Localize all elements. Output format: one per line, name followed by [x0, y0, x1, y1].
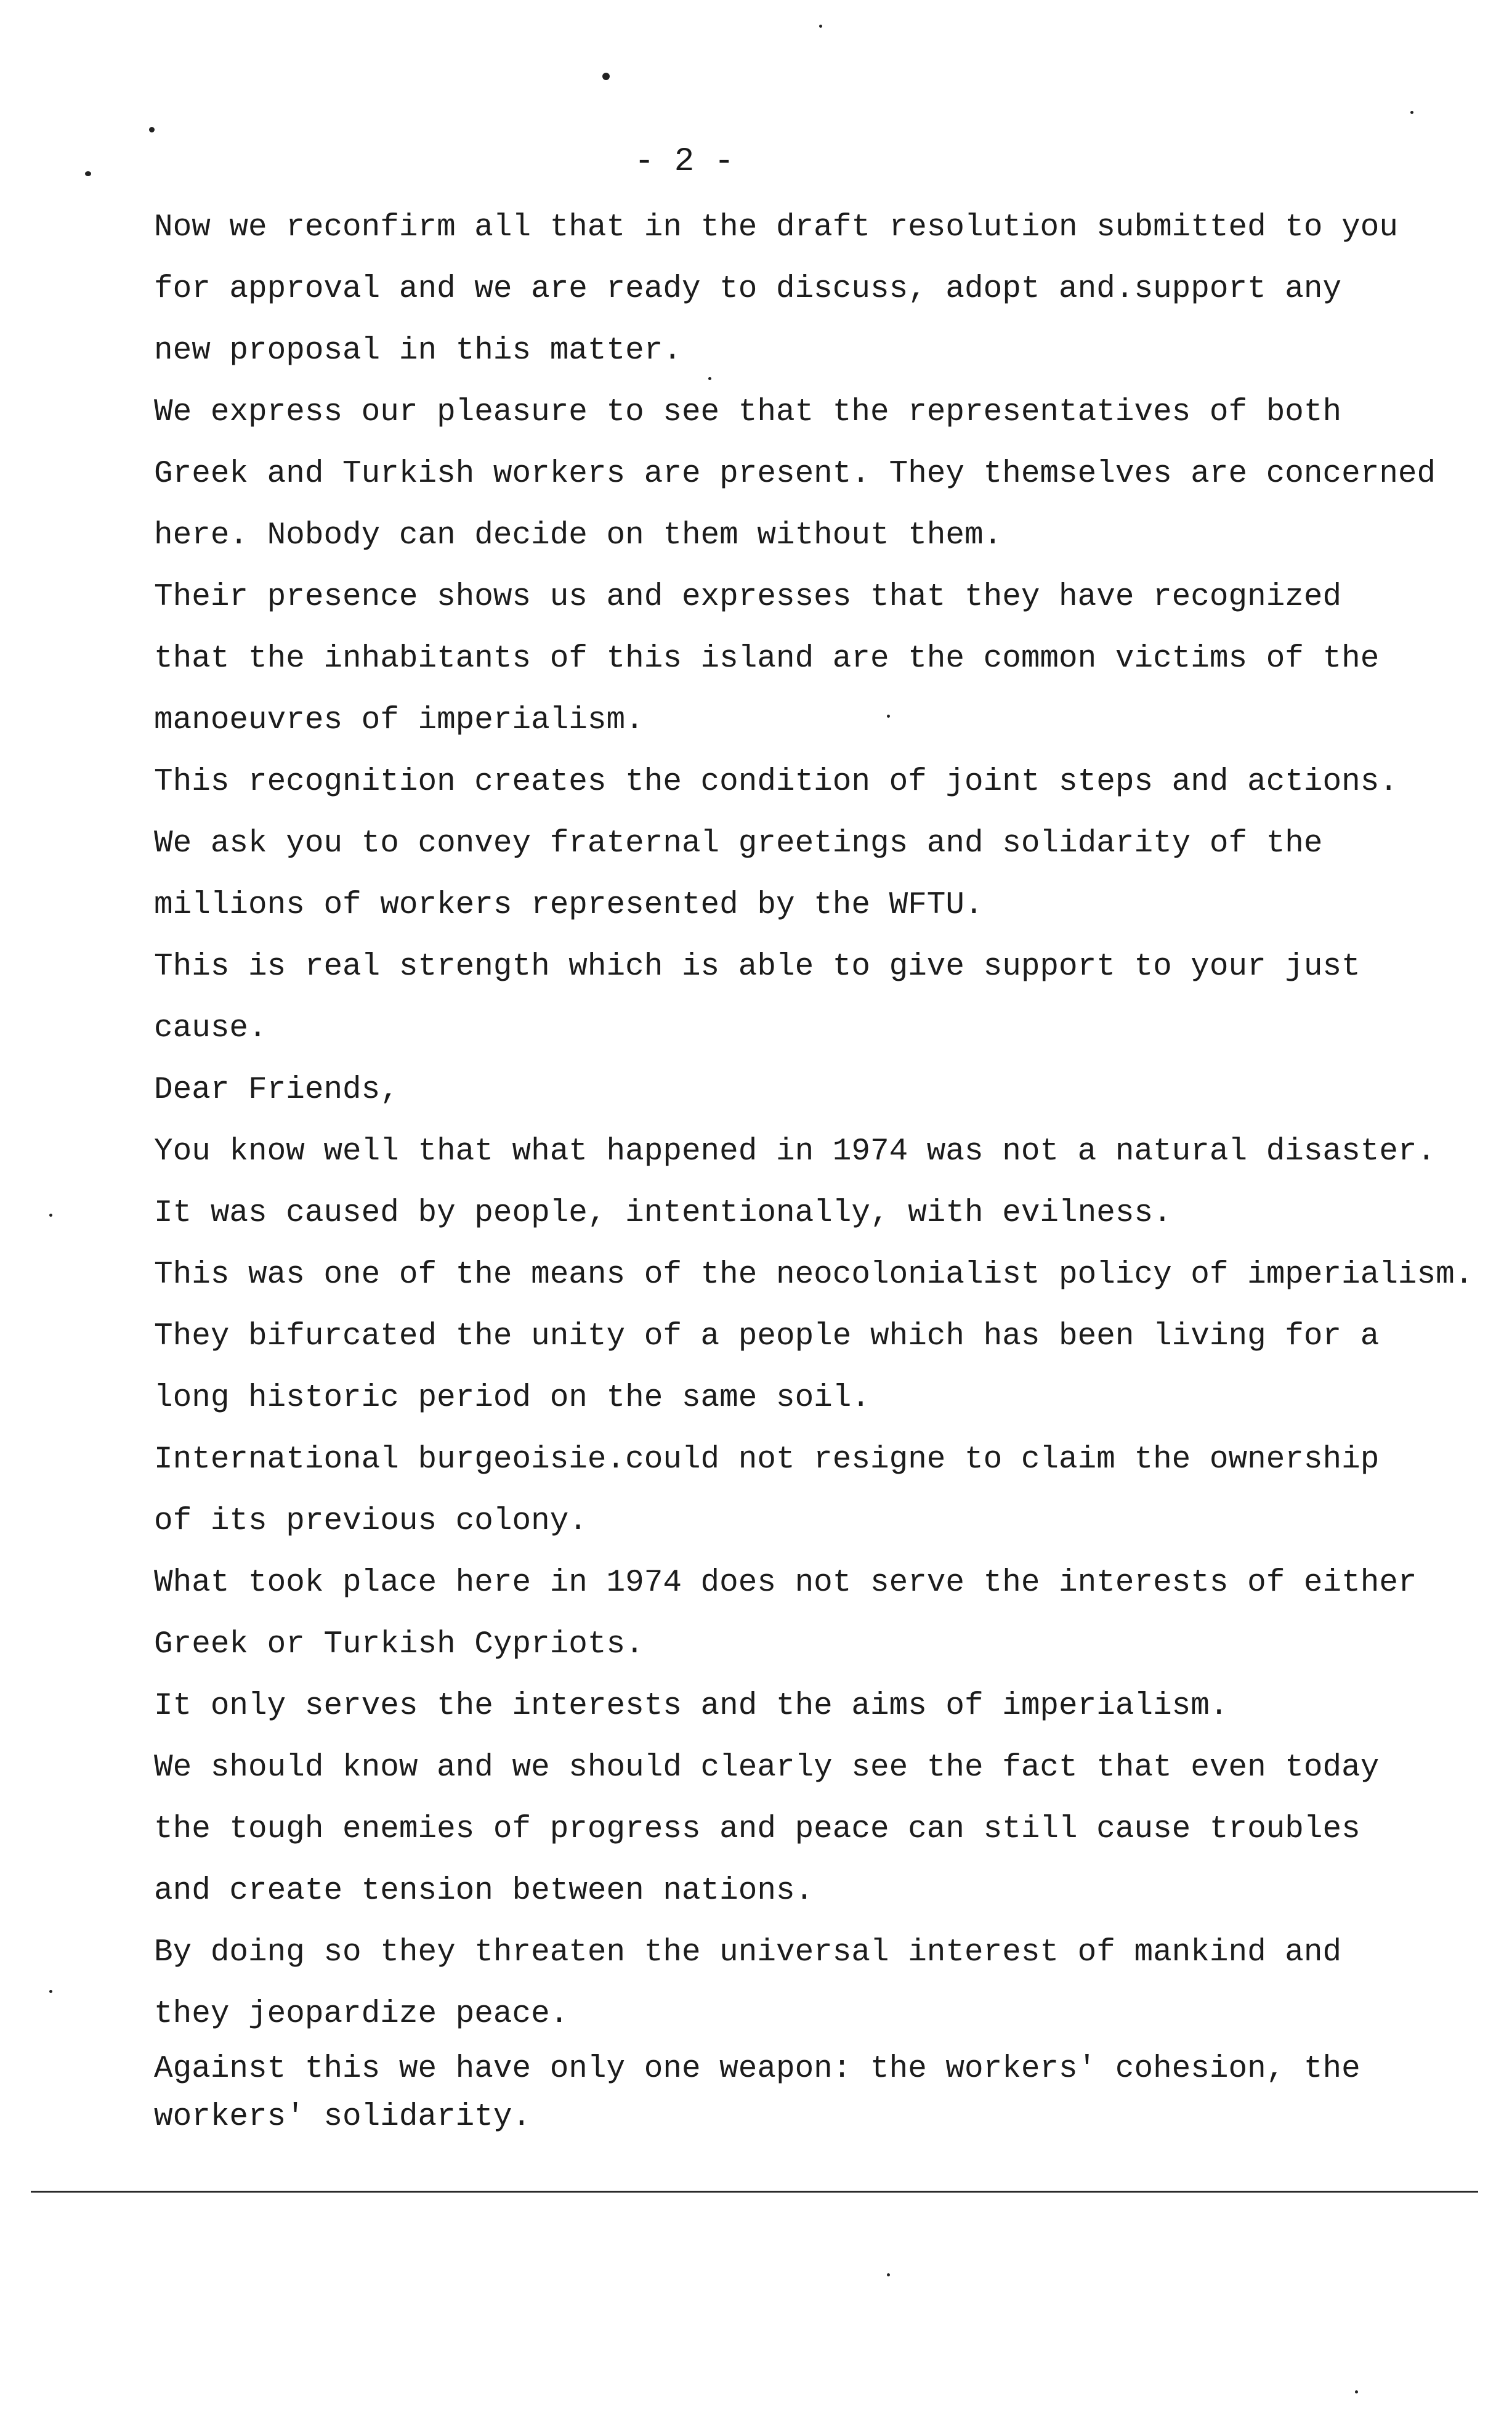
text-line: Dear Friends,: [154, 1073, 399, 1108]
text-line: manoeuvres of imperialism.: [154, 703, 644, 738]
text-line: millions of workers represented by the WFTU.: [154, 888, 984, 923]
page-number: - 2 -: [634, 143, 735, 181]
scan-speck: [85, 171, 91, 176]
text-line: We should know and we should clearly see the fact that even today: [154, 1750, 1380, 1785]
horizontal-rule: [31, 2191, 1478, 2193]
text-line: We express our pleasure to see that the representatives of both: [154, 395, 1342, 430]
scan-speck: [887, 715, 890, 718]
scan-speck: [1355, 2390, 1358, 2393]
body-text: [154, 197, 1478, 2141]
scan-speck: [708, 377, 711, 380]
scan-speck: [49, 1990, 52, 1993]
text-line: that the inhabitants of this island are the common victims of the: [154, 641, 1380, 676]
text-line: Now we reconfirm all that in the draft resolution submitted to you: [154, 210, 1398, 245]
text-line: the tough enemies of progress and peace can still cause troubles: [154, 1812, 1360, 1847]
text-line: they jeopardize peace.: [154, 1997, 569, 2032]
text-line: This was one of the means of the neocolonialist policy of imperialism.: [154, 1257, 1474, 1293]
text-line: This is real strength which is able to give support to your just: [154, 949, 1360, 984]
text-line: It only serves the interests and the aims of imperialism.: [154, 1689, 1229, 1724]
text-line: We ask you to convey fraternal greetings and solidarity of the: [154, 826, 1323, 861]
scan-speck: [49, 1214, 52, 1217]
text-line: here. Nobody can decide on them without them.: [154, 518, 1003, 553]
scan-speck: [149, 127, 155, 132]
text-line: Against this we have only one weapon: the workers' cohesion, the: [154, 2052, 1360, 2087]
text-line: By doing so they threaten the universal interest of mankind and: [154, 1935, 1342, 1970]
text-line: International burgeoisie.could not resigne to claim the ownership: [154, 1442, 1380, 1477]
text-line: workers' solidarity.: [154, 2100, 532, 2135]
text-line: They bifurcated the unity of a people which has been living for a: [154, 1319, 1380, 1354]
text-line: Their presence shows us and expresses that they have recognized: [154, 580, 1342, 615]
text-line: new proposal in this matter.: [154, 333, 682, 368]
text-line: long historic period on the same soil.: [154, 1381, 870, 1416]
text-line: What took place here in 1974 does not serve the interests of either: [154, 1565, 1417, 1601]
text-line: and create tension between nations.: [154, 1873, 814, 1909]
scan-speck: [887, 2273, 890, 2276]
text-line: of its previous colony.: [154, 1504, 588, 1539]
scan-speck: [602, 73, 610, 80]
text-line: cause.: [154, 1011, 267, 1046]
text-line: Greek or Turkish Cypriots.: [154, 1627, 644, 1662]
text-line: It was caused by people, intentionally, with evilness.: [154, 1196, 1172, 1231]
scan-speck: [819, 25, 822, 28]
text-line: This recognition creates the condition of joint steps and actions.: [154, 765, 1398, 800]
text-line: You know well that what happened in 1974 was not a natural disaster.: [154, 1134, 1436, 1169]
text-line: Greek and Turkish workers are present. They themselves are concerned: [154, 457, 1436, 492]
text-line: for approval and we are ready to discuss, adopt and.support any: [154, 272, 1342, 307]
scan-speck: [1410, 111, 1413, 114]
